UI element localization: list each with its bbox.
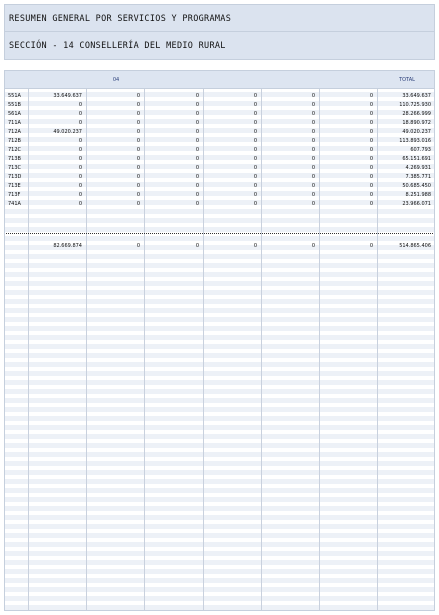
table-row-code: 561A [8, 111, 21, 117]
table-row-value: 0 [311, 174, 315, 180]
table-row-value: 0 [78, 156, 82, 162]
table-row-value: 0 [253, 183, 257, 189]
table-row-value: 0 [253, 120, 257, 126]
table-row-value: 0 [136, 201, 140, 207]
row-stripe [4, 317, 435, 322]
table-row-code: 713B [8, 156, 21, 162]
row-stripe [4, 407, 435, 412]
table-row-value: 0 [369, 93, 373, 99]
row-stripe [4, 335, 435, 340]
table-row-value: 0 [195, 111, 199, 117]
table-row-code: 551B [8, 102, 21, 108]
table-row-value: 0 [253, 165, 257, 171]
table-row-value: 0 [136, 138, 140, 144]
table-row-value: 0 [195, 147, 199, 153]
row-stripe [4, 578, 435, 583]
table-row-value: 0 [311, 129, 315, 135]
table-row-value: 0 [369, 138, 373, 144]
row-stripe [4, 443, 435, 448]
report-title: RESUMEN GENERAL POR SERVICIOS Y PROGRAMAS [9, 14, 232, 24]
row-stripe [4, 281, 435, 286]
table-row-value: 0 [369, 102, 373, 108]
table-row-value: 0 [369, 120, 373, 126]
table-row-value: 0 [78, 111, 82, 117]
section-title-bar [4, 32, 435, 60]
table-row-value: 0 [253, 129, 257, 135]
table-row-value: 0 [78, 174, 82, 180]
row-stripe [4, 371, 435, 376]
totals-row-value: 0 [136, 243, 140, 249]
row-stripe [4, 353, 435, 358]
table-row-value: 0 [136, 147, 140, 153]
table-row-value: 0 [253, 201, 257, 207]
table-row-code: 713D [8, 174, 22, 180]
table-row-value: 0 [78, 201, 82, 207]
row-stripe [4, 380, 435, 385]
row-stripe [4, 542, 435, 547]
totals-row-value: 82.669.874 [53, 243, 82, 249]
table-row-value: 0 [136, 129, 140, 135]
table-row-value: 0 [136, 174, 140, 180]
table-row-code: 551A [8, 93, 21, 99]
table-row-value: 110.725.930 [399, 102, 431, 108]
table-row-value: 0 [78, 192, 82, 198]
report-title-bar [4, 4, 435, 32]
table-row-value: 0 [253, 192, 257, 198]
row-stripe [4, 263, 435, 268]
totals-row-value: 0 [311, 243, 315, 249]
table-row-value: 0 [369, 129, 373, 135]
totals-row-value: 514.865.406 [399, 243, 431, 249]
table-row-value: 0 [78, 165, 82, 171]
table-row-value: 0 [311, 102, 315, 108]
section-title: SECCIÓN - 14 CONSELLERÍA DEL MEDIO RURAL [9, 41, 226, 51]
table-row-value: 0 [311, 147, 315, 153]
table-row-value: 113.893.016 [399, 138, 431, 144]
table-row-value: 0 [253, 138, 257, 144]
row-stripe [4, 452, 435, 457]
row-stripe [4, 344, 435, 349]
row-stripe [4, 506, 435, 511]
table-row-value: 0 [136, 192, 140, 198]
table-row-value: 0 [195, 165, 199, 171]
totals-row-value: 0 [195, 243, 199, 249]
table-row-code: 712B [8, 138, 21, 144]
table-row-value: 50.685.450 [402, 183, 431, 189]
table-row-value: 33.649.637 [402, 93, 431, 99]
row-stripe [4, 560, 435, 565]
row-stripe [4, 461, 435, 466]
table-row-value: 0 [136, 120, 140, 126]
table-row-value: 0 [136, 156, 140, 162]
table-row-value: 0 [311, 165, 315, 171]
table-row-code: 741A [8, 201, 21, 207]
column-header: 04 [112, 77, 120, 83]
table-row-value: 0 [311, 120, 315, 126]
table-row-value: 0 [369, 156, 373, 162]
table-row-value: 0 [195, 183, 199, 189]
table-row-value: 0 [78, 183, 82, 189]
table-row-value: 23.966.071 [402, 201, 431, 207]
table-row-value: 18.890.972 [402, 120, 431, 126]
table-row-code: 713F [8, 192, 21, 198]
table-row-code: 711A [8, 120, 21, 126]
totals-row-value: 0 [369, 243, 373, 249]
row-stripe [4, 326, 435, 331]
table-row-value: 0 [195, 174, 199, 180]
row-stripe [4, 290, 435, 295]
table-row-value: 0 [369, 165, 373, 171]
row-stripe [4, 524, 435, 529]
table-row-value: 0 [369, 201, 373, 207]
row-stripe [4, 236, 435, 241]
table-row-value: 49.020.237 [53, 129, 82, 135]
table-row-value: 0 [195, 192, 199, 198]
row-stripe [4, 515, 435, 520]
row-stripe [4, 605, 435, 610]
table-header [4, 70, 435, 89]
row-stripe [4, 254, 435, 259]
table-row-value: 0 [195, 156, 199, 162]
table-row-value: 8.251.988 [405, 192, 431, 198]
row-stripe [4, 209, 435, 214]
table-row-value: 0 [195, 129, 199, 135]
table-row-value: 0 [311, 183, 315, 189]
table-row-value: 0 [195, 120, 199, 126]
table-row-value: 0 [136, 93, 140, 99]
table-row-value: 0 [78, 120, 82, 126]
row-stripe [4, 362, 435, 367]
table-row-value: 0 [136, 102, 140, 108]
table-row-value: 0 [369, 174, 373, 180]
table-row-value: 0 [136, 111, 140, 117]
row-stripe [4, 587, 435, 592]
table-row-value: 0 [195, 102, 199, 108]
table-row-value: 0 [253, 102, 257, 108]
row-stripe [4, 416, 435, 421]
table-row-value: 0 [195, 138, 199, 144]
table-row-code: 713E [8, 183, 21, 189]
row-stripe [4, 488, 435, 493]
row-stripe [4, 299, 435, 304]
table-row-value: 0 [311, 111, 315, 117]
table-row-value: 0 [78, 102, 82, 108]
table-row-code: 712A [8, 129, 21, 135]
table-row-value: 0 [253, 147, 257, 153]
table-row-value: 0 [253, 111, 257, 117]
row-stripe [4, 434, 435, 439]
table-row-code: 712C [8, 147, 22, 153]
table-row-value: 0 [136, 165, 140, 171]
table-row-value: 0 [253, 156, 257, 162]
row-stripe [4, 569, 435, 574]
table-row-value: 49.020.237 [402, 129, 431, 135]
table-row-value: 0 [78, 147, 82, 153]
row-stripe [4, 479, 435, 484]
table-row-value: 7.385.771 [405, 174, 431, 180]
table-row-code: 713C [8, 165, 22, 171]
table-row-value: 0 [253, 174, 257, 180]
row-stripe [4, 272, 435, 277]
table-row-value: 0 [311, 93, 315, 99]
table-row-value: 0 [311, 138, 315, 144]
totals-row-value: 0 [253, 243, 257, 249]
row-stripe [4, 218, 435, 223]
row-stripe [4, 389, 435, 394]
table-row-value: 0 [369, 147, 373, 153]
table-row-value: 65.151.691 [402, 156, 431, 162]
row-stripe [4, 398, 435, 403]
table-row-value: 33.649.637 [53, 93, 82, 99]
table-row-value: 0 [311, 156, 315, 162]
row-stripe [4, 470, 435, 475]
totals-separator [4, 233, 435, 234]
table-row-value: 28.266.999 [402, 111, 431, 117]
table-row-value: 4.269.931 [405, 165, 431, 171]
row-stripe [4, 551, 435, 556]
table-row-value: 0 [253, 93, 257, 99]
table-row-value: 0 [78, 138, 82, 144]
table-row-value: 0 [136, 183, 140, 189]
table-row-value: 0 [311, 201, 315, 207]
row-stripe [4, 425, 435, 430]
table-row-value: 0 [369, 192, 373, 198]
table-row-value: 0 [195, 201, 199, 207]
summary-table [4, 70, 435, 611]
table-row-value: 0 [369, 111, 373, 117]
row-stripe [4, 308, 435, 313]
row-stripe [4, 533, 435, 538]
table-row-value: 0 [311, 192, 315, 198]
row-stripe [4, 596, 435, 601]
table-row-value: 607.793 [410, 147, 431, 153]
column-header: TOTAL [399, 77, 415, 83]
row-stripe [4, 227, 435, 232]
table-row-value: 0 [369, 183, 373, 189]
table-row-value: 0 [195, 93, 199, 99]
row-stripe [4, 497, 435, 502]
